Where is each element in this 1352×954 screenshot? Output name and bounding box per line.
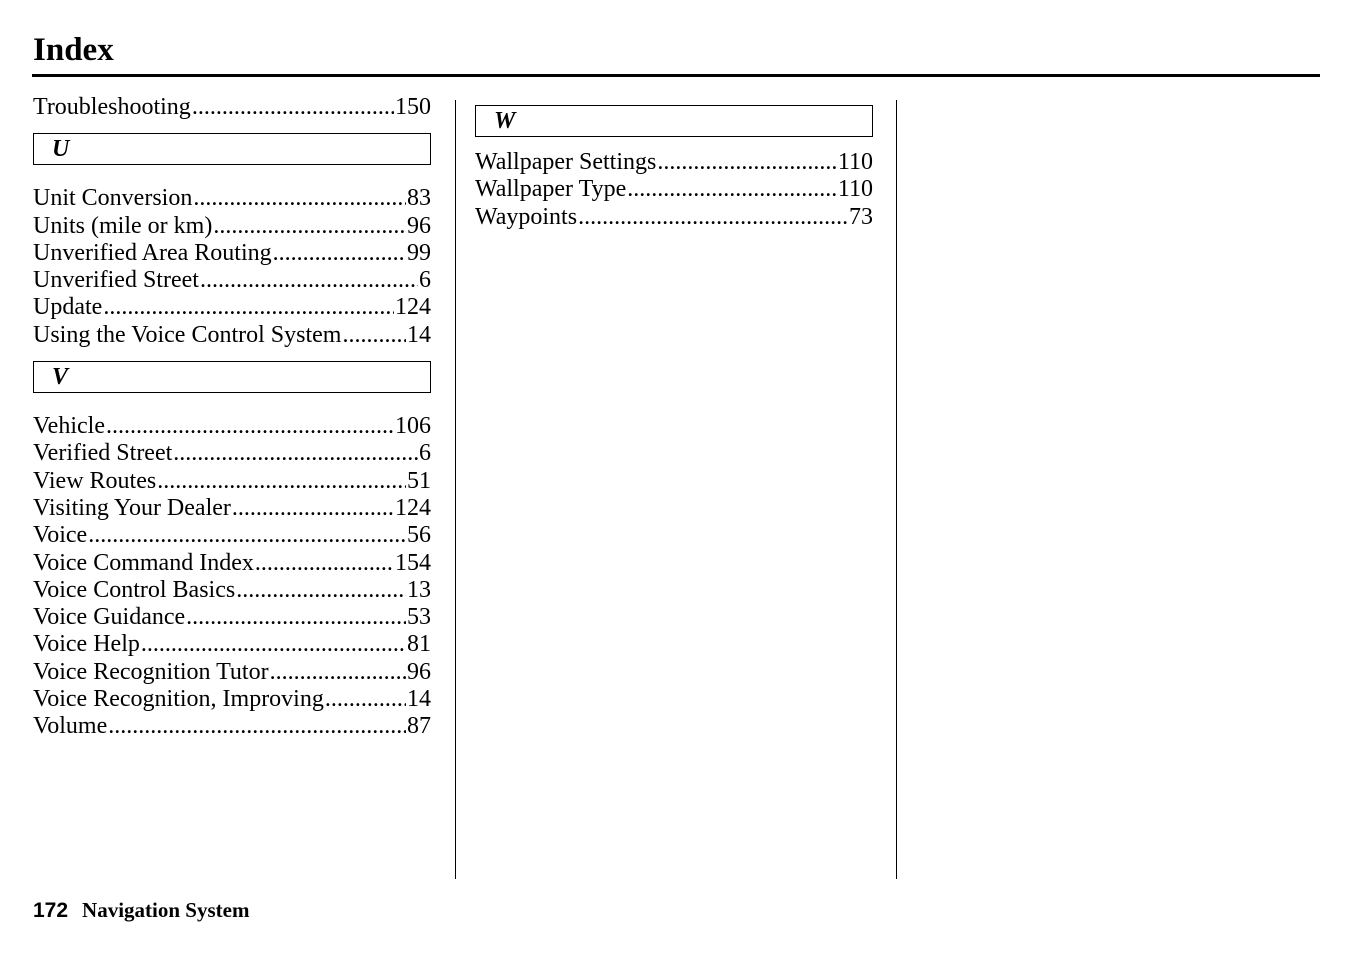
entry-page: 150	[395, 94, 431, 120]
dot-leader	[270, 659, 406, 686]
column-divider-2	[896, 100, 897, 879]
index-entry	[33, 267, 431, 294]
section-letter-v: V	[33, 361, 431, 393]
dot-leader	[342, 322, 406, 349]
entry-page: 83	[407, 185, 431, 212]
entry-page: 73	[849, 203, 873, 230]
index-entry	[33, 322, 431, 349]
entry-term: Unverified Area Routing	[33, 239, 272, 266]
dot-leader	[273, 240, 406, 267]
dot-leader	[186, 604, 406, 631]
dot-leader	[103, 294, 394, 321]
entry-page: 99	[407, 239, 431, 266]
entry-term: View Routes	[33, 467, 157, 494]
dot-leader	[325, 686, 406, 713]
entry-page: 56	[407, 522, 431, 549]
entry-term: Verified Street	[33, 440, 173, 467]
entry-term: Voice Help	[33, 631, 140, 658]
dot-leader	[236, 577, 406, 604]
entry-term: Unverified Street	[33, 267, 199, 294]
dot-leader	[173, 440, 418, 467]
entry-term: Troubleshooting	[33, 94, 191, 120]
entry-term: Units (mile or km)	[33, 212, 213, 239]
dot-leader	[213, 213, 406, 240]
dot-leader	[200, 267, 418, 294]
dot-leader	[578, 204, 848, 231]
dot-leader	[141, 631, 406, 658]
entry-term: Voice Recognition, Improving	[33, 686, 324, 713]
dot-leader	[106, 413, 394, 440]
index-entry	[33, 577, 431, 604]
index-entry	[33, 440, 431, 467]
entry-term: Wallpaper Type	[475, 176, 627, 203]
footer-page-number: 172	[33, 899, 69, 922]
index-entry	[475, 149, 873, 176]
index-entry	[33, 550, 431, 577]
entry-page: 110	[837, 149, 873, 175]
entry-term: Wallpaper Settings	[475, 149, 657, 175]
entry-page: 53	[407, 604, 431, 631]
index-entry	[33, 522, 431, 549]
dot-leader	[657, 149, 837, 176]
entry-term: Using the Voice Control System	[33, 321, 342, 348]
section-letter-u: U	[33, 133, 431, 165]
page-footer	[33, 898, 249, 923]
index-entry	[33, 631, 431, 658]
index-entry	[33, 686, 431, 713]
column-divider-1	[455, 100, 456, 879]
entry-page: 6	[419, 440, 431, 467]
entry-page: 6	[419, 267, 431, 294]
entry-term: Voice Control Basics	[33, 576, 236, 603]
index-entry	[33, 213, 431, 240]
dot-leader	[232, 495, 394, 522]
dot-leader	[627, 176, 837, 203]
index-entry	[475, 204, 873, 231]
entry-page: 14	[407, 686, 431, 713]
index-entry	[33, 659, 431, 686]
dot-leader	[193, 185, 406, 212]
dot-leader	[108, 713, 406, 740]
entry-term: Voice Recognition Tutor	[33, 658, 269, 685]
index-entry	[33, 468, 431, 495]
entry-page: 96	[407, 212, 431, 239]
entry-term: Update	[33, 294, 103, 321]
section-w-entries	[475, 149, 873, 231]
footer-title: Navigation System	[82, 898, 250, 922]
entry-page: 124	[395, 294, 431, 321]
entry-term: Voice Guidance	[33, 604, 186, 631]
index-column-1	[33, 94, 431, 741]
entry-page: 13	[407, 576, 431, 603]
index-entry	[33, 294, 431, 321]
entry-page: 14	[407, 321, 431, 348]
index-entry	[33, 495, 431, 522]
entry-page: 154	[395, 549, 431, 576]
entry-page: 51	[407, 467, 431, 494]
index-entry	[33, 413, 431, 440]
index-entry	[33, 713, 431, 740]
index-entry	[33, 604, 431, 631]
entry-term: Visiting Your Dealer	[33, 494, 231, 521]
index-entry	[33, 185, 431, 212]
entry-term: Waypoints	[475, 203, 578, 230]
section-u-entries	[33, 185, 431, 349]
entry-page: 96	[407, 658, 431, 685]
entry-page: 106	[395, 413, 431, 440]
entry-page: 81	[407, 631, 431, 658]
entry-term: Voice	[33, 522, 88, 549]
entry-term: Volume	[33, 713, 108, 740]
section-v-entries	[33, 413, 431, 741]
dot-leader	[88, 522, 406, 549]
index-entry	[475, 176, 873, 203]
dot-leader	[255, 550, 394, 577]
entry-term: Unit Conversion	[33, 185, 193, 212]
dot-leader	[157, 468, 406, 495]
dot-leader	[192, 94, 394, 121]
index-column-2	[475, 94, 873, 231]
title-rule	[32, 74, 1320, 77]
page-title: Index	[33, 32, 114, 68]
entry-page: 124	[395, 494, 431, 521]
entry-term: Voice Command Index	[33, 549, 254, 576]
index-entry	[33, 94, 431, 121]
index-entry	[33, 240, 431, 267]
section-letter-w: W	[475, 105, 873, 137]
entry-page: 110	[837, 176, 873, 203]
entry-page: 87	[407, 713, 431, 740]
entry-term: Vehicle	[33, 413, 105, 440]
